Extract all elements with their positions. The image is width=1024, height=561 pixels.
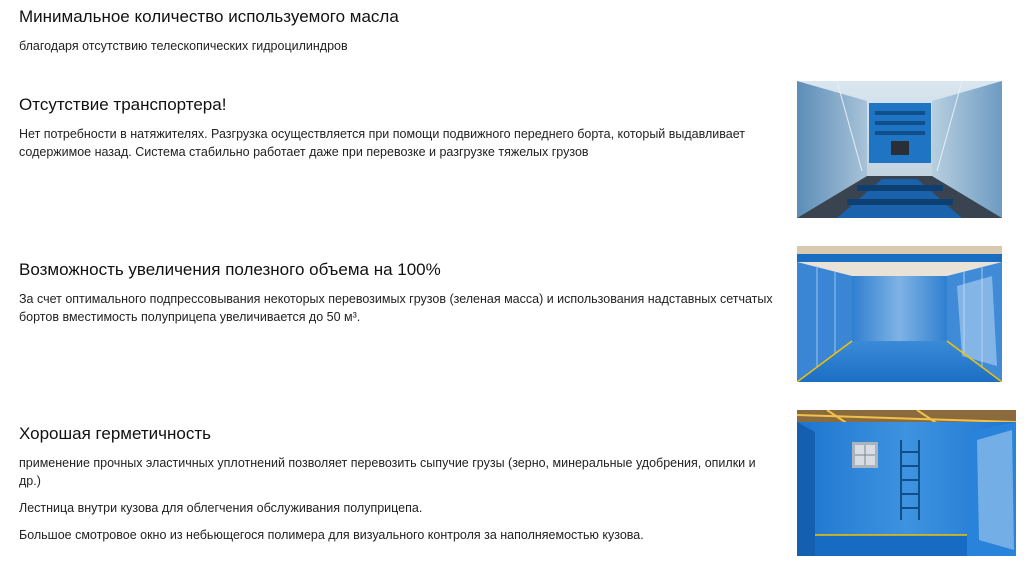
feature-text: благодаря отсутствию телескопических гидроцилиндров [19, 39, 348, 53]
feature-sealing [19, 423, 779, 544]
feature-title: Хорошая герметичность [19, 424, 211, 443]
feature-no-conveyor [19, 94, 779, 161]
feature-title: Возможность увеличения полезного объема на 100% [19, 260, 441, 279]
photo-trailer-body-volume [797, 246, 1002, 382]
feature-volume-increase [19, 259, 779, 326]
photo-ladder-and-window [797, 410, 1016, 556]
feature-text-ladder: Лестница внутри кузова для облегчения обслуживания полуприцепа. [19, 501, 423, 515]
feature-title: Отсутствие транспортера! [19, 95, 227, 114]
feature-title: Минимальное количество используемого масла [19, 7, 399, 26]
feature-min-oil [19, 6, 779, 55]
photo-moving-front-wall [797, 81, 1002, 218]
feature-text: Нет потребности в натяжителях. Разгрузка осуществляется при помощи подвижного переднего борта, который выдавливает содержимое назад. Система стабильно работает даже при перевозке и разгрузке тяжелых грузов [19, 127, 745, 159]
feature-text-window: Большое смотровое окно из небьющегося полимера для визуального контроля за наполняемостью кузова. [19, 528, 644, 542]
feature-text: применение прочных эластичных уплотнений позволяет перевозить сыпучие грузы (зерно, минеральные удобрения, опилки и др.) [19, 456, 756, 488]
feature-text: За счет оптимального подпрессовывания некоторых перевозимых грузов (зеленая масса) и использования надставных сетчатых бортов вместимость полуприцепа увеличивается до 50 м³. [19, 292, 773, 324]
